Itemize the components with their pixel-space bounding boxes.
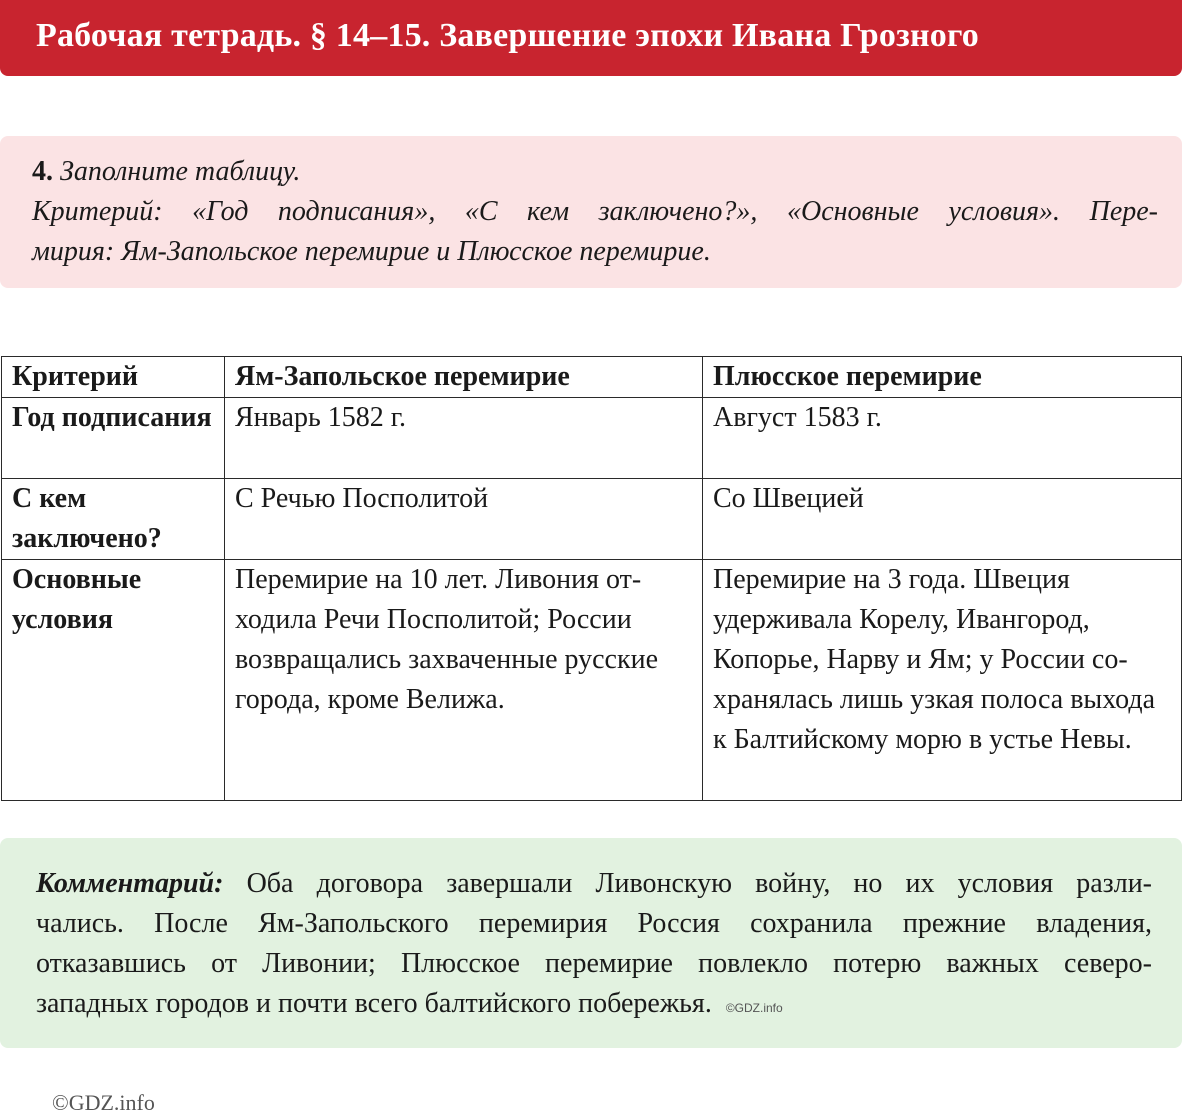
- task-criteria-line-1: Критерий: «Год подписания», «С кем заключено?», «Основные условия». Пере-: [32, 196, 1158, 227]
- table-cell-criterion: С кем заключено?: [2, 479, 225, 560]
- page-header: [0, 0, 1182, 76]
- table-header-cell: Плюсское перемирие: [703, 357, 1182, 398]
- task-box: [0, 136, 1182, 288]
- table-cell: Со Швецией: [703, 479, 1182, 560]
- comment-line-4: [36, 984, 1152, 1028]
- inline-copyright: ©GDZ.info: [725, 1001, 783, 1015]
- table-row: [2, 398, 1182, 479]
- comment-line-2: чались. После Ям-Запольского перемирия Россия сохранила прежние владения,: [36, 908, 1152, 939]
- task-criteria-line-2: мирия: Ям-Запольское перемирие и Плюсское перемирие.: [32, 236, 711, 267]
- table-header-row: [2, 357, 1182, 398]
- task-instruction-line: [32, 152, 1158, 192]
- footer-copyright: ©GDZ.info: [52, 1090, 155, 1115]
- table-header-cell: Ям-Запольское перемирие: [225, 357, 703, 398]
- table-cell: Перемирие на 10 лет. Ливония отходила Речи Посполитой; России возвращались захваченные русские города, кроме Велижа.: [225, 560, 703, 801]
- table-header-cell: Критерий: [2, 357, 225, 398]
- table-row: [2, 560, 1182, 801]
- comment-text-4: западных городов и почти всего балтийского побережья.: [36, 988, 712, 1019]
- task-instruction: Заполните таблицу.: [60, 156, 301, 187]
- comment-box: [0, 838, 1182, 1048]
- comment-line-1: [36, 864, 1152, 904]
- comment-line-3: отказавшись от Ливонии; Плюсское перемирие повлекло потерю важных северо-: [36, 948, 1152, 979]
- page-title: Рабочая тетрадь. § 14–15. Завершение эпохи Ивана Грозного: [36, 17, 979, 54]
- table-cell: С Речью Посполитой: [225, 479, 703, 560]
- comment-text-1: Оба договора завершали Ливонскую войну, но их условия разли-: [246, 868, 1153, 899]
- task-number: 4.: [32, 156, 53, 187]
- table-cell: Январь 1582 г.: [225, 398, 703, 479]
- truce-table: [1, 356, 1182, 801]
- table-cell: Перемирие на 3 года. Швеция удерживала Корелу, Ивангород, Копорье, Нарву и Ям; у России сохранялась лишь узкая полоса выхода к Балтийскому морю в устье Невы.: [703, 560, 1182, 801]
- table-row: [2, 479, 1182, 560]
- table-cell-criterion: Основные условия: [2, 560, 225, 801]
- table-cell-criterion: Год подписания: [2, 398, 225, 479]
- table-cell: Август 1583 г.: [703, 398, 1182, 479]
- comment-label: Комментарий:: [36, 868, 224, 899]
